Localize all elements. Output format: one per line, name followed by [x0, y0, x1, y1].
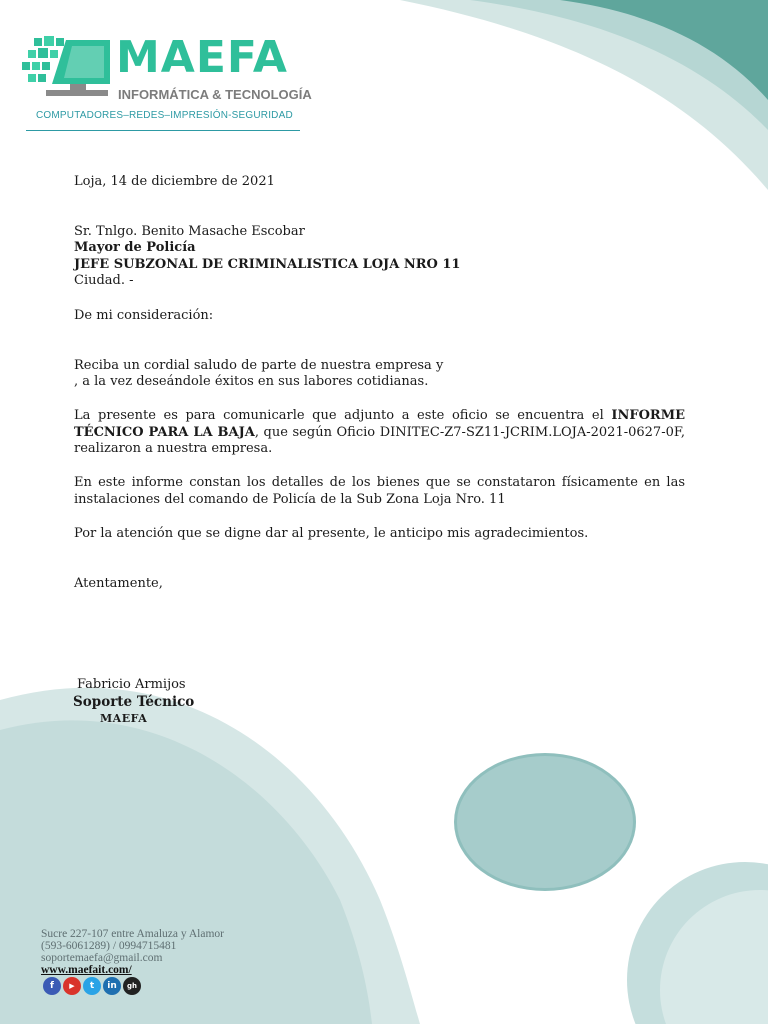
recipient-city: Ciudad. -: [74, 273, 134, 288]
github-icon[interactable]: gh: [123, 977, 141, 995]
signer-name: Fabricio Armijos: [77, 677, 186, 692]
salutation: De mi consideración:: [74, 308, 214, 323]
linkedin-icon[interactable]: in: [103, 977, 121, 995]
logo-monitor-icon: [22, 34, 114, 102]
logo-name: MAEFA: [116, 32, 288, 83]
paragraph-2-intro: La presente es para comunicarle que adjunto a este oficio se encuentra el: [74, 408, 604, 423]
footer-email[interactable]: soportemaefa@gmail.com: [41, 952, 163, 964]
social-icons: [43, 977, 141, 995]
signer-company: MAEFA: [100, 712, 148, 725]
signer-role: Soporte Técnico: [73, 694, 195, 710]
paragraph-2: [74, 408, 685, 458]
tagline-rule: [26, 130, 300, 131]
recipient-rank: Mayor de Policía: [74, 240, 196, 255]
paragraph-4: Por la atención que se digne dar al presente, le anticipo mis agradecimientos.: [74, 526, 589, 541]
paragraph-1-line-2: , a la vez deseándole éxitos en sus labores cotidianas.: [74, 374, 429, 389]
paragraph-2-report-name: INFORME TÉCNICO PARA LA BAJA: [74, 408, 685, 440]
recipient-title: JEFE SUBZONAL DE CRIMINALISTICA LOJA NRO 11: [74, 257, 461, 272]
footer-address: Sucre 227-107 entre Amaluza y Alamor: [41, 928, 224, 940]
paragraph-2-rest: , que según Oficio DINITEC-Z7-SZ11-JCRIM.LOJA-2021-0627-0F, realizaron a nuestra empresa.: [74, 424, 685, 456]
recipient-name: Sr. Tnlgo. Benito Masache Escobar: [74, 224, 305, 239]
closing: Atentamente,: [74, 576, 163, 591]
paragraph-1-line-1: Reciba un cordial saludo de parte de nuestra empresa y: [74, 358, 444, 373]
letter-date: Loja, 14 de diciembre de 2021: [74, 174, 275, 189]
footer-phones: (593-6061289) / 0994715481: [41, 940, 177, 952]
twitter-icon[interactable]: t: [83, 977, 101, 995]
youtube-icon[interactable]: ▶: [63, 977, 81, 995]
footer-website-link[interactable]: www.maefait.com/: [41, 964, 132, 976]
facebook-icon[interactable]: f: [43, 977, 61, 995]
logo-subtitle: INFORMÁTICA & TECNOLOGÍA: [118, 87, 312, 102]
paragraph-3: En este informe constan los detalles de los bienes que se constataron físicamente en las instalaciones del comando de Policía de la Sub Zona Loja Nro. 11: [74, 475, 685, 507]
tagline: COMPUTADORES–REDES–IMPRESIÓN-SEGURIDAD: [36, 110, 293, 121]
